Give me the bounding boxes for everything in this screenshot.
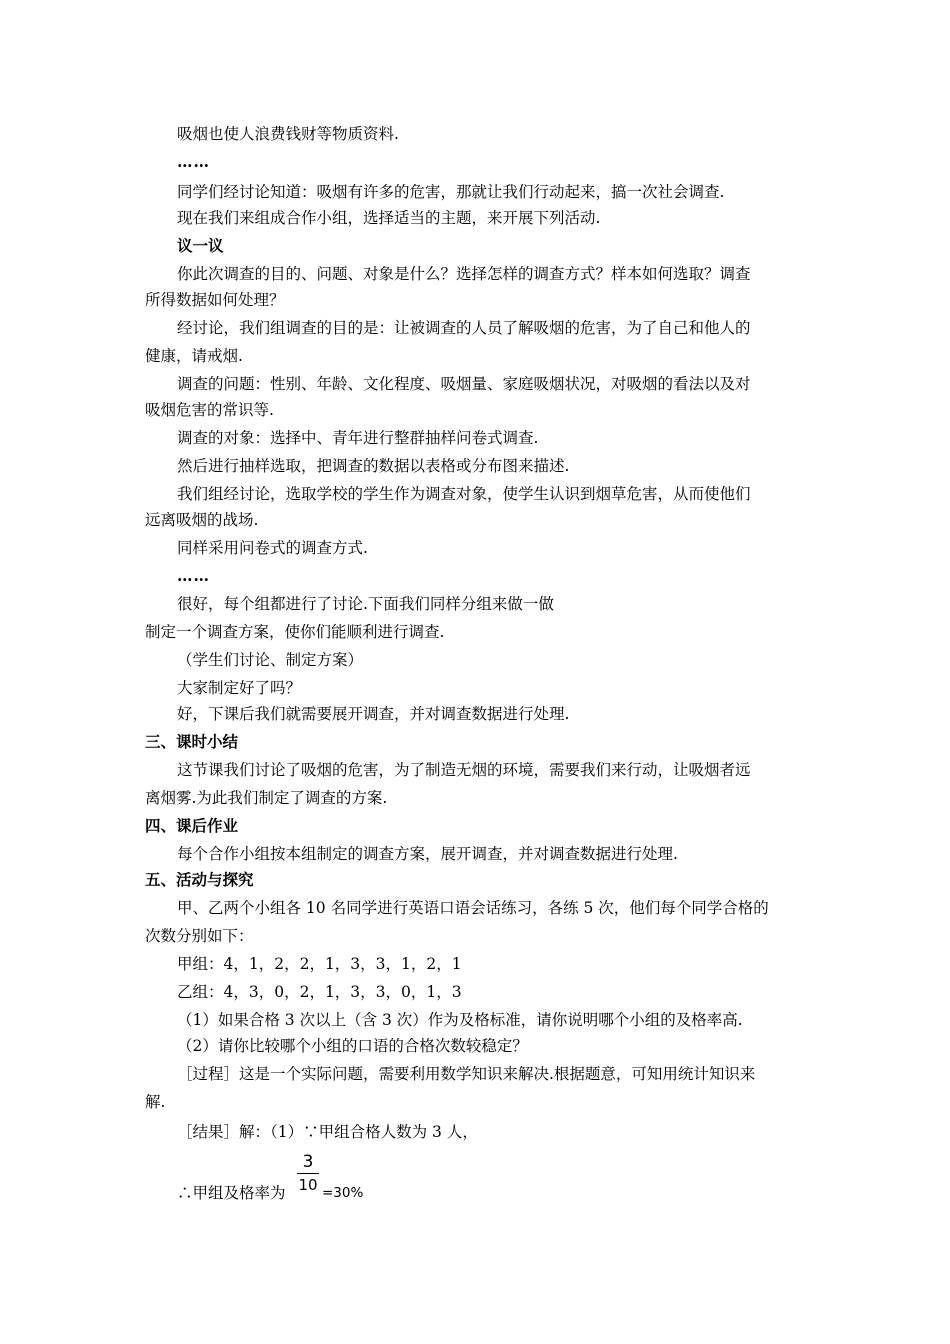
fraction-result: =30%: [322, 1185, 364, 1201]
paragraph: 吸烟也使人浪费钱财等物质资料.: [177, 125, 399, 143]
data-row-group-a: 甲组：4，1，2，2，1，3，3，1，2，1: [177, 955, 462, 973]
paragraph: 很好，每个组都进行了讨论.下面我们同样分组来做一做: [177, 595, 554, 613]
fraction-denominator: 10: [298, 1176, 318, 1194]
data-row-group-b: 乙组：4，3，0，2，1，3，3，0，1，3: [177, 983, 462, 1001]
question-2: （2）请你比较哪个小组的口语的合格次数较稳定？: [177, 1037, 528, 1055]
section-heading: 五、活动与探究: [145, 871, 254, 889]
fraction-numerator: 3: [302, 1152, 314, 1172]
paragraph: 这节课我们讨论了吸烟的危害，为了制造无烟的环境，需要我们来行动，让吸烟者远: [177, 761, 751, 779]
paragraph: 解.: [145, 1093, 166, 1111]
paragraph: 然后进行抽样选取，把调查的数据以表格或分布图来描述.: [177, 457, 570, 475]
fraction-bar: [297, 1173, 319, 1174]
paragraph: 离烟雾.为此我们制定了调查的方案.: [145, 789, 388, 807]
paragraph: 你此次调查的目的、问题、对象是什么？选择怎样的调查方式？样本如何选取？调查: [177, 265, 751, 283]
paragraph: 调查的对象：选择中、青年进行整群抽样问卷式调查.: [177, 429, 539, 447]
paragraph: ∴甲组及格率为: [177, 1184, 286, 1202]
paragraph: 每个合作小组按本组制定的调查方案，展开调查，并对调查数据进行处理.: [177, 845, 678, 863]
paragraph: 好，下课后我们就需要展开调查，并对调查数据进行处理.: [177, 705, 570, 723]
paragraph: 同学们经讨论知道：吸烟有许多的危害，那就让我们行动起来，搞一次社会调查.: [177, 183, 725, 201]
paragraph: 所得数据如何处理？: [145, 291, 285, 309]
paragraph: 甲、乙两个小组各 10 名同学进行英语口语会话练习，各练 5 次，他们每个同学合格的: [177, 899, 769, 917]
paragraph: 健康，请戒烟.: [145, 347, 243, 365]
paragraph: （学生们讨论、制定方案）: [177, 651, 364, 669]
question-1: （1）如果合格 3 次以上（含 3 次）作为及格标准，请你说明哪个小组的及格率高.: [177, 1011, 743, 1029]
paragraph: 我们组经讨论，选取学校的学生作为调查对象，使学生认识到烟草危害，从而使他们: [177, 485, 751, 503]
paragraph: 远离吸烟的战场.: [145, 511, 259, 529]
paragraph: ［结果］解：（1）∵甲组合格人数为 3 人，: [177, 1123, 478, 1141]
paragraph: 同样采用问卷式的调查方式.: [177, 539, 368, 557]
paragraph: 大家制定好了吗？: [177, 679, 302, 697]
paragraph: 吸烟危害的常识等.: [145, 401, 274, 419]
section-heading: 四、课后作业: [145, 817, 239, 835]
paragraph: ［过程］这是一个实际问题，需要利用数学知识来解决.根据题意，可知用统计知识来: [177, 1065, 756, 1083]
subheading: 议一议: [177, 237, 224, 255]
paragraph: 调查的问题：性别、年龄、文化程度、吸烟量、家庭吸烟状况，对吸烟的看法以及对: [177, 375, 751, 393]
paragraph: 经讨论，我们组调查的目的是：让被调查的人员了解吸烟的危害，为了自己和他人的: [177, 319, 751, 337]
ellipsis: ……: [177, 152, 210, 171]
paragraph: 现在我们来组成合作小组，选择适当的主题，来开展下列活动.: [177, 209, 601, 227]
ellipsis: ……: [177, 566, 210, 585]
section-heading: 三、课时小结: [145, 733, 239, 751]
paragraph: 制定一个调查方案，使你们能顺利进行调查.: [145, 623, 445, 641]
paragraph: 次数分别如下：: [145, 927, 254, 945]
fraction: [297, 1152, 319, 1194]
